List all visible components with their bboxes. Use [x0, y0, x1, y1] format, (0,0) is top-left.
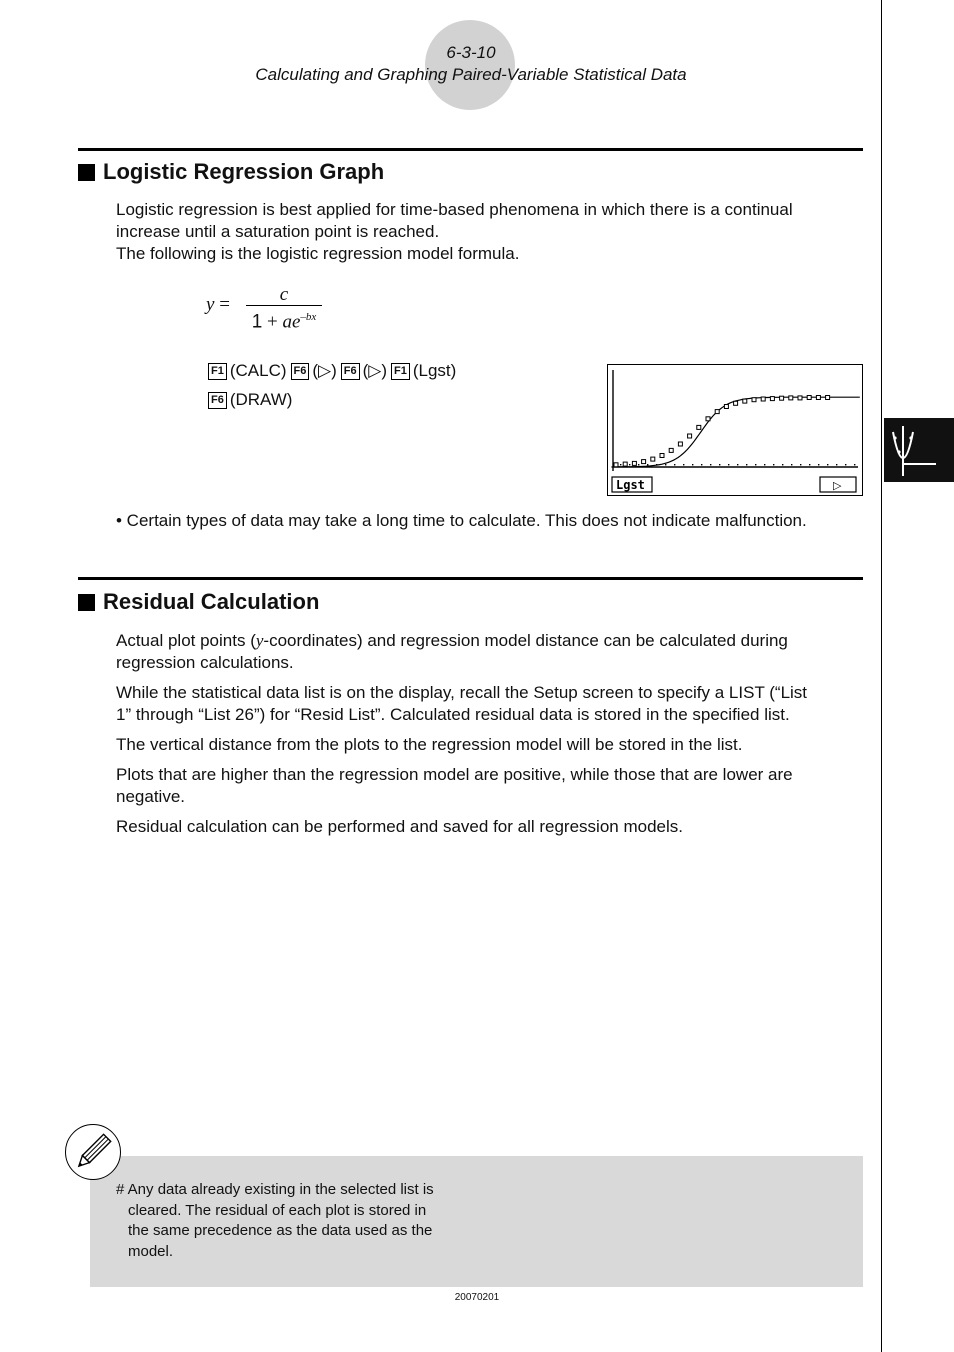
formula-numerator: c: [279, 284, 289, 305]
plot-point: [715, 410, 719, 414]
text-line: Plots that are higher than the regression model are positive, while those that are lower are: [116, 765, 793, 784]
key-sequence-draw: [208, 390, 296, 410]
section-heading: [78, 159, 384, 185]
axis-tick: [800, 464, 801, 465]
variable-y: y: [255, 631, 264, 650]
axis-tick: [674, 464, 675, 465]
axis-tick: [782, 464, 783, 465]
text-line: The following is the logistic regression model formula.: [116, 244, 520, 263]
square-bullet-icon: [78, 164, 95, 181]
axis-tick: [764, 464, 765, 465]
plot-point: [761, 397, 765, 401]
note-text: [116, 1180, 466, 1262]
text-line: regression calculations.: [116, 653, 294, 672]
plot-point: [706, 417, 710, 421]
next-arrow-icon: ▷: [833, 479, 842, 492]
axis-tick: [845, 464, 846, 465]
f1-key: F1: [391, 363, 410, 380]
formula-var-y: y: [206, 294, 215, 315]
lgst-label: Lgst: [616, 478, 645, 492]
section-rule: [78, 148, 863, 151]
axis-tick: [701, 464, 702, 465]
text-line: Logistic regression is best applied for time-based phenomena in which there is a continual: [116, 200, 793, 219]
f1-key: F1: [208, 363, 227, 380]
axis-tick: [629, 464, 630, 465]
plot-point: [688, 434, 692, 438]
plot-point: [816, 396, 820, 400]
section-heading: [78, 589, 319, 615]
note-line: the same precedence as the data used as the: [128, 1222, 433, 1239]
regression-curve: [611, 397, 859, 467]
key-label: (CALC): [229, 361, 287, 380]
axis-tick: [719, 464, 720, 465]
plot-point: [789, 396, 793, 400]
axis-tick: [638, 464, 639, 465]
plot-point: [697, 425, 701, 429]
axis-tick: [683, 464, 684, 465]
plot-point: [678, 442, 682, 446]
note-line: # Any data already existing in the selected list is: [116, 1181, 434, 1198]
f6-key: F6: [208, 392, 227, 409]
regression-plot-icon: [884, 418, 954, 482]
footer-code: 20070201: [454, 1292, 500, 1303]
plot-point: [826, 396, 830, 400]
paragraph: [116, 630, 861, 674]
text-line: While the statistical data list is on the display, recall the Setup screen to specify a LIST (“List: [116, 683, 808, 702]
plot-point: [724, 405, 728, 409]
axis-tick: [791, 464, 792, 465]
f6-key: F6: [341, 363, 360, 380]
page-edge-line: [881, 0, 882, 1352]
paragraph: [116, 682, 861, 726]
axis-tick: [665, 464, 666, 465]
plot-point: [614, 463, 618, 467]
formula-denominator: [246, 306, 322, 333]
paragraph: [116, 199, 861, 265]
axis-tick: [773, 464, 774, 465]
square-bullet-icon: [78, 594, 95, 611]
plot-point: [623, 462, 627, 466]
plot-point: [798, 396, 802, 400]
section-rule: [78, 577, 863, 580]
axis-tick: [818, 464, 819, 465]
formula-one: 1: [251, 311, 263, 333]
logistic-graph: [608, 365, 861, 494]
section-title: Residual Calculation: [103, 589, 320, 614]
axis-tick: [710, 464, 711, 465]
axis-tick: [728, 464, 729, 465]
axis-tick: [737, 464, 738, 465]
formula-a: a: [282, 311, 292, 333]
axis-tick: [827, 464, 828, 465]
formula-exponent: –bx: [300, 311, 317, 323]
paragraph: The vertical distance from the plots to the regression model will be stored in the list.: [116, 735, 743, 754]
note-icon-circle: [65, 1124, 121, 1180]
formula-plus: +: [267, 311, 278, 333]
axis-tick: [809, 464, 810, 465]
key-label: (DRAW): [229, 390, 293, 409]
plot-point: [660, 454, 664, 458]
bullet-note: • Certain types of data may take a long time to calculate. This does not indicate malfunction.: [116, 511, 807, 530]
key-label: (Lgst): [412, 361, 457, 380]
formula-equals: =: [219, 294, 230, 315]
page-subtitle: Calculating and Graphing Paired-Variable Statistical Data: [255, 65, 687, 84]
axis-tick: [755, 464, 756, 465]
plot-point: [669, 448, 673, 452]
plot-point: [734, 401, 738, 405]
plot-point: [743, 399, 747, 403]
plot-point: [807, 396, 811, 400]
key-label: (▷): [362, 361, 388, 380]
note-line: model.: [128, 1242, 174, 1260]
axis-tick: [647, 464, 648, 465]
key-sequence-calc: [208, 361, 460, 381]
paragraph: [116, 764, 861, 808]
axis-tick: [692, 464, 693, 465]
note-line: cleared. The residual of each plot is stored in: [128, 1201, 427, 1219]
text-fragment: Actual plot points (: [116, 631, 256, 650]
axis-tick: [746, 464, 747, 465]
plot-point: [770, 397, 774, 401]
pencil-icon: [66, 1125, 120, 1179]
plot-point: [642, 460, 646, 464]
formula-lhs: [206, 294, 230, 316]
key-label: (▷): [312, 361, 337, 380]
axis-tick: [854, 464, 855, 465]
text-line: increase until a saturation point is reached.: [116, 222, 440, 241]
page-number: 6-3-10: [446, 43, 496, 62]
calculator-screen: [607, 364, 863, 496]
formula-fraction: [246, 284, 322, 333]
text-line: [116, 630, 861, 652]
axis-tick: [620, 464, 621, 465]
plot-point: [651, 457, 655, 461]
plot-point: [632, 461, 636, 465]
paragraph: Residual calculation can be performed and saved for all regression models.: [116, 817, 683, 836]
plot-point: [780, 396, 784, 400]
f6-key: F6: [291, 363, 310, 380]
text-line: 1” through “List 26”) for “Resid List”. Calculated residual data is stored in the specified list.: [116, 705, 790, 724]
text-fragment: -coordinates) and regression model distance can be calculated during: [263, 631, 788, 650]
plot-point: [752, 398, 756, 402]
text-line: negative.: [116, 787, 185, 806]
section-title: Logistic Regression Graph: [103, 159, 385, 184]
chapter-tab: [884, 418, 954, 482]
axis-tick: [836, 464, 837, 465]
formula-e: e: [291, 311, 301, 333]
